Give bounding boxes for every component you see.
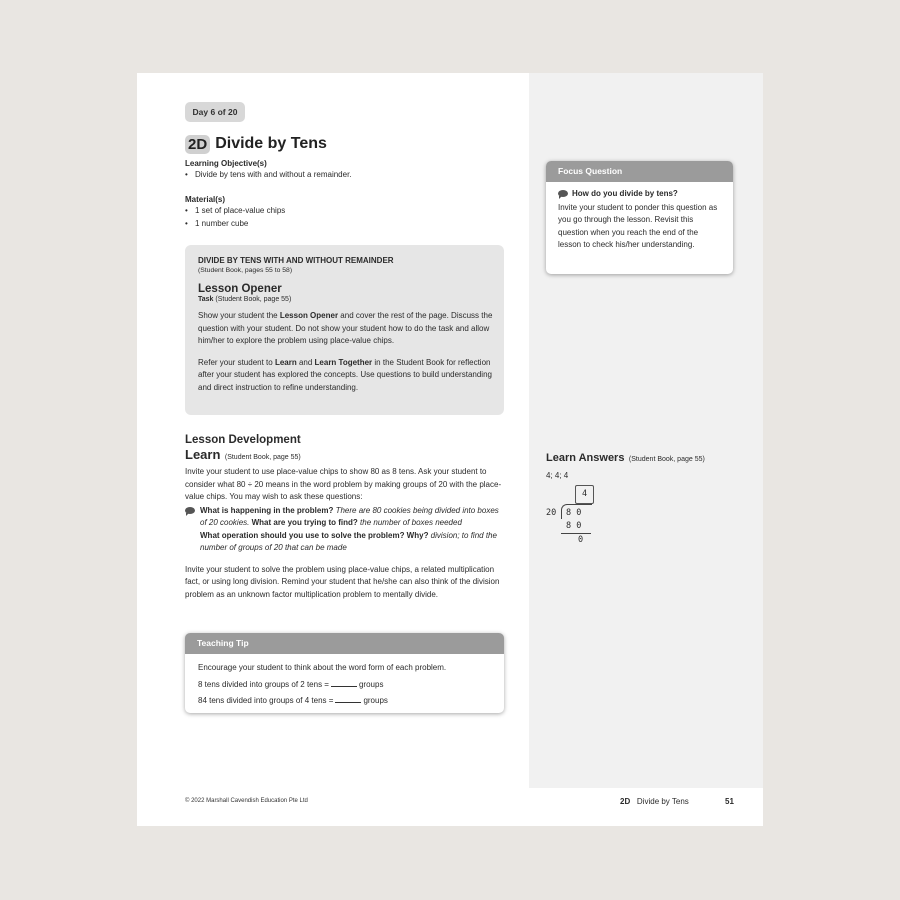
task-line — [198, 296, 494, 303]
answer-blank — [331, 686, 357, 687]
learn-answers-ref: (Student Book, page 55) — [628, 456, 705, 463]
learn-answers-title — [546, 448, 756, 466]
lesson-title: Divide by Tens — [215, 135, 327, 152]
task-label: Task — [198, 296, 214, 303]
focus-question-text: How do you divide by tens? — [572, 189, 678, 198]
opener-paragraph-1 — [198, 310, 494, 348]
learn-answers-values: 4; 4; 4 — [546, 471, 569, 480]
page-title — [185, 134, 327, 154]
material-item: • 1 set of place-value chips — [185, 205, 485, 218]
copyright: © 2022 Marshall Cavendish Education Pte Ltd — [185, 798, 308, 804]
question-3: What operation should you use to solve the problem? Why? — [200, 530, 429, 540]
answer-2: the number of boxes needed — [357, 518, 462, 527]
section-ref: (Student Book, pages 55 to 58) — [198, 267, 293, 274]
workbook-page — [137, 73, 763, 826]
materials — [185, 195, 485, 230]
p1-text: and cover the rest of the page. Discuss the question with your student. Do not show your student how to do the task and allow him/her to explore the problem using place-value chips. — [198, 311, 493, 345]
lesson-opener-box — [185, 245, 504, 415]
tip-text: 8 tens divided into groups of 2 tens = — [198, 679, 329, 689]
tip-text: 84 tens divided into groups of 4 tens = — [198, 696, 334, 705]
focus-question-body: Invite your student to ponder this question as you go through the lesson. Revisit this question when you reach the end of the lesson to check his/her understanding. — [558, 202, 718, 249]
focus-question-card — [546, 161, 733, 274]
tip-line-1: Encourage your student to think about the word form of each problem. — [198, 663, 447, 672]
footer-label — [620, 797, 689, 806]
question-2: What are you trying to find? — [249, 518, 358, 527]
guiding-questions — [185, 505, 507, 555]
learn-line — [185, 446, 507, 464]
remainder: 0 — [578, 535, 584, 545]
learn-answers — [546, 448, 756, 483]
dividend: 8 0 — [566, 508, 582, 518]
section-heading: DIVIDE BY TENS WITH AND WITHOUT REMAINDER — [198, 256, 394, 265]
development-heading: Lesson Development — [185, 434, 301, 446]
opener-paragraph-2 — [198, 357, 494, 395]
speech-bubble-icon — [558, 190, 568, 197]
footer-title: Divide by Tens — [636, 797, 689, 806]
p2-bold: Learn — [274, 357, 297, 367]
product: 8 0 — [566, 521, 582, 531]
learn-ref: (Student Book, page 55) — [224, 454, 301, 461]
p2-text: Refer your student to — [198, 357, 275, 367]
learn-answers-heading: Learn Answers — [546, 452, 625, 464]
p1-bold: Lesson Opener — [279, 311, 339, 320]
learn-label: Learn — [185, 447, 221, 462]
p1-text: Show your student the — [198, 311, 280, 320]
quotient-box: 4 — [575, 485, 594, 504]
question-1: What is happening in the problem? — [200, 505, 334, 515]
lesson-code-badge: 2D — [185, 135, 210, 154]
focus-question-header: Focus Question — [546, 161, 733, 182]
page-number: 51 — [725, 797, 734, 806]
speech-bubble-icon — [185, 507, 195, 514]
p2-bold: Learn Together — [314, 357, 373, 367]
teaching-tip-header: Teaching Tip — [185, 633, 504, 654]
material-item: • 1 number cube — [185, 218, 485, 231]
tip-line-2 — [198, 679, 492, 692]
answer-1: There are 80 cookies being divided into boxes of 20 cookies. — [200, 505, 499, 527]
divisor: 20 — [546, 508, 557, 518]
tip-text: groups — [358, 679, 384, 689]
subtraction-line — [561, 533, 591, 534]
footer-code: 2D — [620, 797, 631, 806]
teaching-tip-card — [185, 633, 504, 713]
objectives-heading: Learning Objective(s) — [185, 159, 267, 168]
tip-line-3 — [198, 695, 492, 708]
focus-question-line — [558, 188, 723, 201]
development-paragraph-2: Invite your student to solve the problem using place-value chips, a related multiplication fact, or using long division. Remind your student that he/she can also think of the division problem as an unknown factor multiplication problem to mentally divide. — [185, 564, 500, 599]
development-intro: Invite your student to use place-value chips to show 80 as 8 tens. Ask your student to consider what 80 ÷ 20 means in the word problem by making groups of 20 with the place-value chips. You may wish to ask these questions: — [185, 467, 502, 501]
day-badge: Day 6 of 20 — [185, 102, 245, 122]
long-division — [546, 485, 626, 550]
objective-item: • Divide by tens with and without a remainder. — [185, 169, 485, 182]
task-ref: (Student Book, page 55) — [215, 296, 292, 303]
answer-3: division; to find the number of groups of 20 that can be made — [200, 530, 497, 552]
materials-heading: Material(s) — [185, 195, 226, 204]
lesson-opener-title: Lesson Opener — [198, 283, 282, 295]
p2-text: in the Student Book for reflection after your student has explored the concepts. Use questions to build understanding and direct instruction to refine understanding. — [198, 357, 492, 392]
objectives — [185, 159, 485, 182]
answer-blank — [335, 702, 361, 703]
lesson-development — [185, 434, 507, 601]
tip-text: groups — [363, 696, 388, 705]
p2-text: and — [296, 357, 315, 367]
